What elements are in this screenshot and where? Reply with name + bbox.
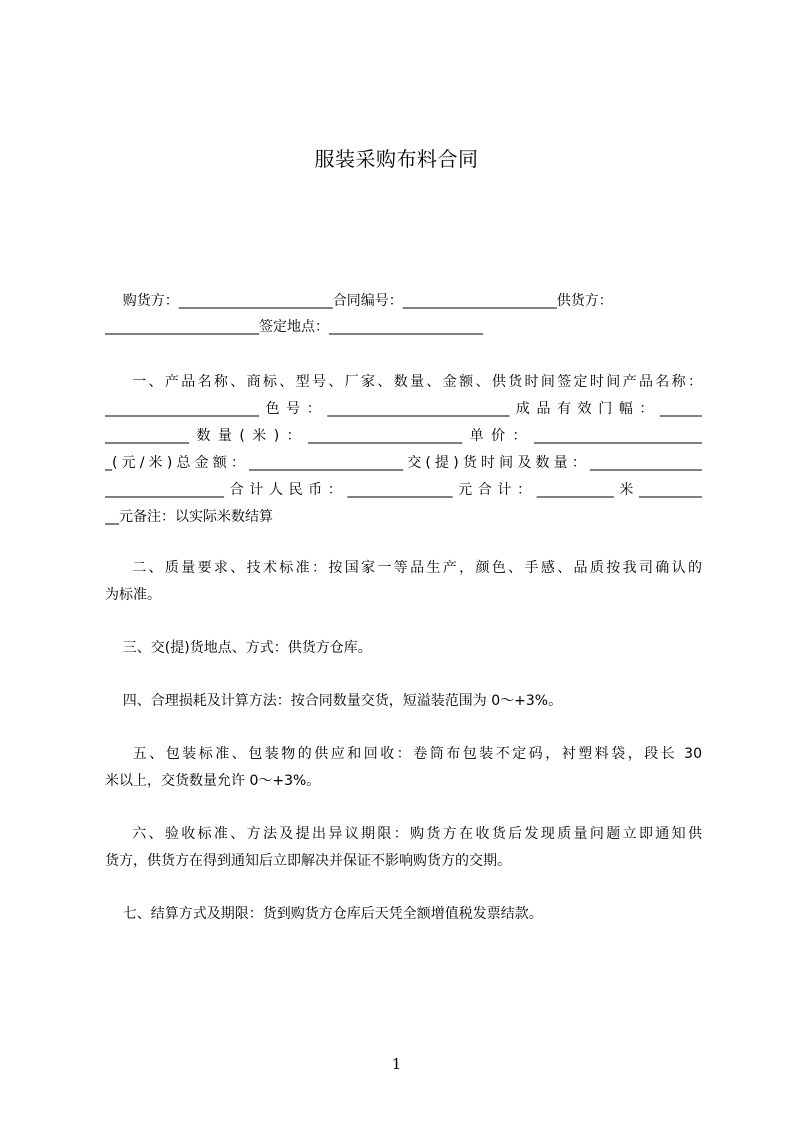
clause-1-line-1: 一、产品名称、商标、型号、厂家、数量、金额、供货时间签定时间产品名称：	[105, 374, 702, 390]
clause-1-line-3: ____________数量(米)：______________________单价：________________________	[105, 428, 702, 444]
clause-2-line-1: 二、质量要求、技术标准：按国家一等品生产，颜色、手感、品质按我司确认的	[105, 560, 702, 576]
header-line-1: 购货方：______________________合同编号：______________________供货方：	[105, 293, 613, 309]
clause-5-line-2: 米以上，交货数量允许 0～+3%。	[105, 773, 321, 789]
document-title: 服装采购布料合同	[314, 147, 479, 171]
clause-2-line-2: 为标准。	[105, 587, 161, 603]
clause-3-line-1: 三、交(提)货地点、方式：供货方仓库。	[105, 640, 372, 656]
clause-5-line-1: 五、包装标准、包装物的供应和回收：卷筒布包装不定码，衬塑料袋，段长 30	[105, 746, 702, 762]
header-line-2: ______________________签定地点：______________________	[105, 319, 483, 335]
page-number: 1	[391, 1055, 402, 1073]
clause-1-line-6: __元备注：以实际米数结算	[105, 509, 273, 525]
clause-1-line-2: ______________________色号：__________________________成品有效门幅：______	[105, 401, 702, 417]
clause-1-line-4: _(元/米)总金额：______________________交(提)货时间及数量：________________	[105, 455, 702, 471]
clause-6-line-2: 货方，供货方在得到通知后立即解决并保证不影响购货方的交期。	[105, 853, 511, 869]
clause-6-line-1: 六、验收标准、方法及提出异议期限：购货方在收货后发现质量问题立即通知供	[105, 826, 702, 842]
clause-7-line-1: 七、结算方式及期限：货到购货方仓库后天凭全额增值税发票结款。	[105, 906, 543, 922]
clause-1-line-5: _________________合计人民币：_______________元合计：___________米_________	[105, 482, 702, 498]
clause-4-line-1: 四、合理损耗及计算方法：按合同数量交货，短溢装范围为 0～+3%。	[105, 693, 563, 709]
